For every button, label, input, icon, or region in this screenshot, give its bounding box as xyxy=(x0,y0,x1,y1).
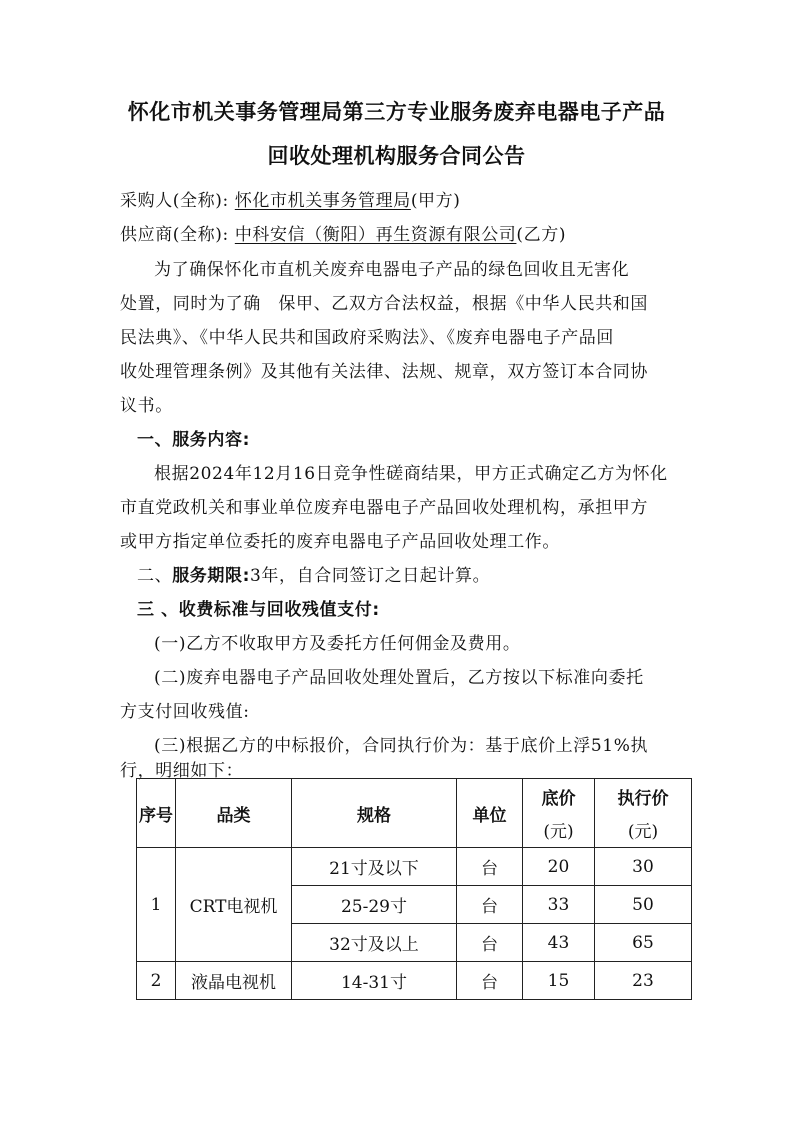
supplier-role: (乙方) xyxy=(516,225,567,245)
row-unit: 台 xyxy=(457,848,523,886)
intro-line: 民法典》、《中华人民共和国政府采购法》、《废弃电器电子产品回 xyxy=(120,328,614,348)
title-line-1: 怀化市机关事务管理局第三方专业服务废弃电器电子产品 xyxy=(127,100,666,124)
supplier-line xyxy=(120,220,566,245)
header-unit: 单位 xyxy=(457,779,523,848)
intro-line: 为了确保怀化市直机关废弃电器电子产品的绿色回收且无害化 xyxy=(154,260,630,280)
section2-text: 3年，自合同签订之日起计算。 xyxy=(250,566,491,586)
section3-item-3-line: (三)根据乙方的中标报价，合同执行价为：基于底价上浮51%执 xyxy=(154,736,649,756)
header-base-label: 底价 xyxy=(541,789,576,809)
table-header-row xyxy=(137,779,692,848)
section2-prefix: 二、 xyxy=(137,566,173,586)
price-table xyxy=(136,778,692,1000)
header-base-price xyxy=(523,779,595,848)
row-unit: 台 xyxy=(457,886,523,924)
section3-item-2-line: 方支付回收残值: xyxy=(120,702,250,722)
row-unit: 台 xyxy=(457,924,523,962)
section3-item-3-line: 行，明细如下： xyxy=(120,761,244,781)
row-spec: 25-29寸 xyxy=(292,886,457,924)
intro-line: 收处理管理条例》及其他有关法律、法规、规章，双方签订本合同协 xyxy=(120,362,648,382)
title-line-2: 回收处理机构服务合同公告 xyxy=(267,144,526,168)
row-spec: 32寸及以上 xyxy=(292,924,457,962)
buyer-name: 怀化市机关事务管理局 xyxy=(234,191,411,211)
supplier-label: 供应商(全称): xyxy=(120,225,229,245)
row-category: 液晶电视机 xyxy=(176,962,292,1000)
row-exec-price: 23 xyxy=(595,962,692,1000)
section1-line: 或甲方指定单位委托的废弃电器电子产品回收处理工作。 xyxy=(120,532,560,552)
section3-heading: 三 、收费标准与回收残值支付: xyxy=(137,600,380,620)
header-spec: 规格 xyxy=(292,779,457,848)
section1-line: 根据2024年12月16日竞争性磋商结果，甲方正式确定乙方为怀化 xyxy=(154,464,668,484)
header-category: 品类 xyxy=(176,779,292,848)
section2-heading: 服务期限: xyxy=(172,566,251,586)
row-spec: 14-31寸 xyxy=(292,962,457,1000)
section1-heading: 一、服务内容: xyxy=(137,430,250,450)
header-base-unit: (元) xyxy=(543,822,574,842)
row-exec-price: 30 xyxy=(595,848,692,886)
header-exec-unit: (元) xyxy=(627,822,659,842)
header-no: 序号 xyxy=(137,779,176,848)
section3-item-2-line: (二)废弃电器电子产品回收处理处置后，乙方按以下标准向委托 xyxy=(154,668,644,688)
supplier-name: 中科安信（衡阳）再生资源有限公司 xyxy=(234,225,517,245)
table-row xyxy=(137,962,692,1000)
row-no: 1 xyxy=(137,848,176,962)
row-base-price: 20 xyxy=(523,848,595,886)
row-exec-price: 50 xyxy=(595,886,692,924)
row-unit: 台 xyxy=(457,962,523,1000)
row-base-price: 43 xyxy=(523,924,595,962)
row-no: 2 xyxy=(137,962,176,1000)
row-exec-price: 65 xyxy=(595,924,692,962)
buyer-label: 采购人(全称): xyxy=(120,191,229,211)
row-spec: 21寸及以下 xyxy=(292,848,457,886)
intro-line: 议书。 xyxy=(120,396,173,416)
header-exec-label: 执行价 xyxy=(617,789,669,809)
section1-line: 市直党政机关和事业单位废弃电器电子产品回收处理机构，承担甲方 xyxy=(120,498,648,518)
section3-item-1: (一)乙方不收取甲方及委托方任何佣金及费用。 xyxy=(154,634,521,654)
row-base-price: 33 xyxy=(523,886,595,924)
header-exec-price xyxy=(595,779,692,848)
row-category: CRT电视机 xyxy=(176,848,292,962)
buyer-line xyxy=(120,186,460,211)
buyer-role: (甲方) xyxy=(410,191,461,211)
table-row xyxy=(137,848,692,886)
row-base-price: 15 xyxy=(523,962,595,1000)
section2-line xyxy=(137,561,490,586)
intro-line: 处置，同时为了确 保甲、乙双方合法权益，根据《中华人民共和国 xyxy=(120,294,648,314)
